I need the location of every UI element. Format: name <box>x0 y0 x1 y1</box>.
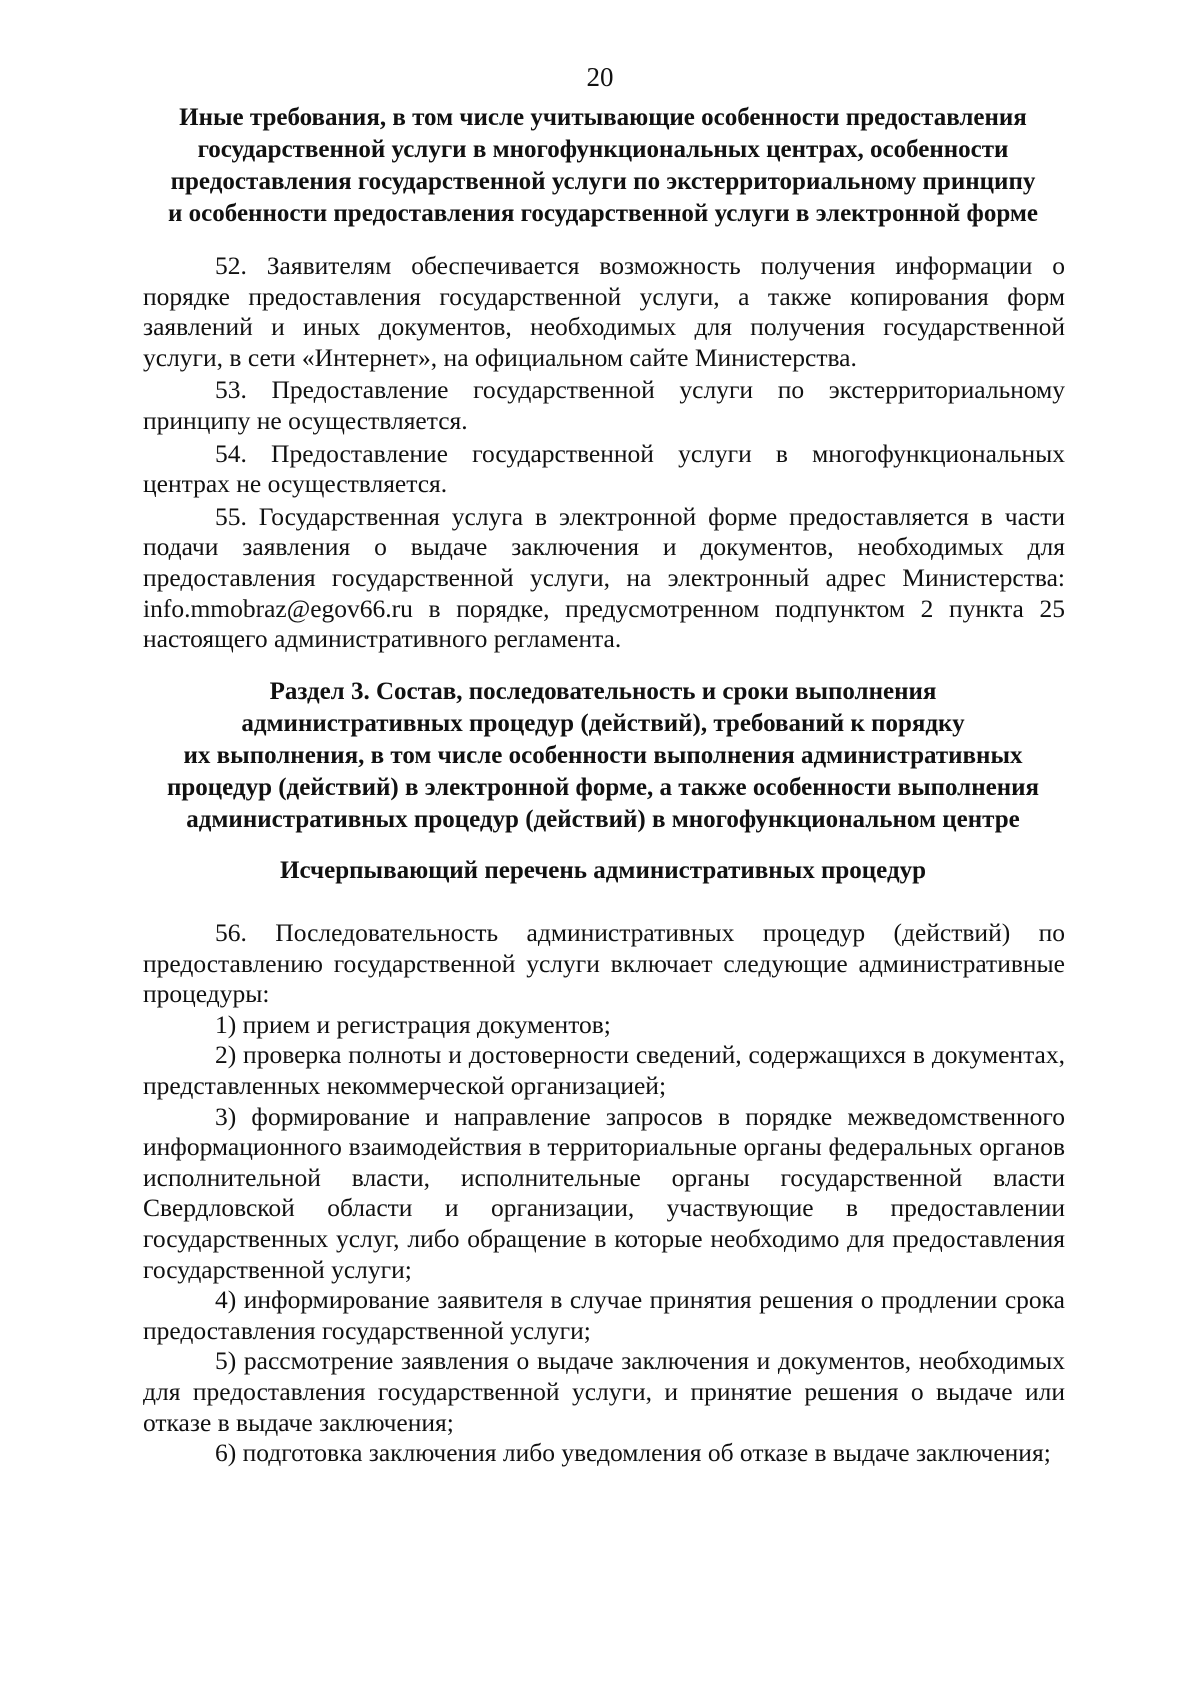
heading-line: Иные требования, в том числе учитывающие особенности предоставления <box>179 104 1027 131</box>
paragraph-54: 54. Предоставление государственной услуги в многофункциональных центрах не осуществляется. <box>143 438 1065 499</box>
procedures-list-heading <box>143 855 1063 887</box>
heading-line: административных процедур (действий), требований к порядку <box>241 710 965 737</box>
paragraph-56: 56. Последовательность административных процедур (действий) по предоставлению государственной услуги включает следующие административные процедуры: <box>143 918 1065 1009</box>
paragraph-53: 53. Предоставление государственной услуги по экстерриториальному принципу не осуществляется. <box>143 375 1065 435</box>
heading-line: и особенности предоставления государственной услуги в электронной форме <box>168 200 1038 227</box>
list-item-2: 2) проверка полноты и достоверности сведений, содержащихся в документах, представленных некоммерческой организацией; <box>143 1040 1065 1100</box>
section-heading-other-requirements <box>143 102 1063 230</box>
heading-line: процедур (действий) в электронной форме, а также особенности выполнения <box>166 774 1040 801</box>
list-item-5: 5) рассмотрение заявления о выдаче заключения и документов, необходимых для предоставления государственной услуги, и принятие решения о выдаче или отказе в выдаче заключения; <box>143 1346 1065 1437</box>
list-item-4: 4) информирование заявителя в случае принятия решения о продлении срока предоставления государственной услуги; <box>143 1285 1065 1345</box>
heading-line: Исчерпывающий перечень административных процедур <box>280 857 926 884</box>
paragraph-52: 52. Заявителям обеспечивается возможность получения информации о порядке предоставления государственной услуги, а также копирования форм заявлений и иных документов, необходимых для получения государственной услуги, в сети «Интернет», на официальном сайте Министерства. <box>143 251 1065 372</box>
list-item-1: 1) прием и регистрация документов; <box>215 1009 611 1039</box>
heading-line: административных процедур (действий) в многофункциональном центре <box>186 806 1020 833</box>
paragraph-55: 55. Государственная услуга в электронной форме предоставляется в части подачи заявления о выдаче заключения и документов, необходимых для предоставления государственной услуги, на электронный адрес Министерства: info.mmobraz@egov66.ru в порядке, предусмотренном подпунктом 2 пункта 25 настоящего административного регламента. <box>143 501 1065 654</box>
body-text-block-2 <box>143 918 1065 1469</box>
list-item-3: 3) формирование и направление запросов в порядке межведомственного информационного взаимодействия в территориальные органы федеральных органов исполнительной власти, исполнительные органы государственной власти Свердловской области и организации, участвующие в предоставлении государственных услуг, либо обращение в которые необходимо для предоставления государственной услуги; <box>143 1101 1065 1284</box>
heading-line: государственной услуги в многофункциональных центрах, особенности <box>197 136 1009 163</box>
heading-line: их выполнения, в том числе особенности выполнения административных <box>183 742 1023 769</box>
page-number: 20 <box>586 62 614 92</box>
heading-line: предоставления государственной услуги по экстерриториальному принципу <box>170 168 1036 195</box>
list-item-6: 6) подготовка заключения либо уведомления об отказе в выдаче заключения; <box>215 1438 1051 1468</box>
heading-line: Раздел 3. Состав, последовательность и сроки выполнения <box>269 678 937 705</box>
body-text-block-1 <box>143 251 1065 655</box>
section-3-heading <box>143 676 1063 836</box>
